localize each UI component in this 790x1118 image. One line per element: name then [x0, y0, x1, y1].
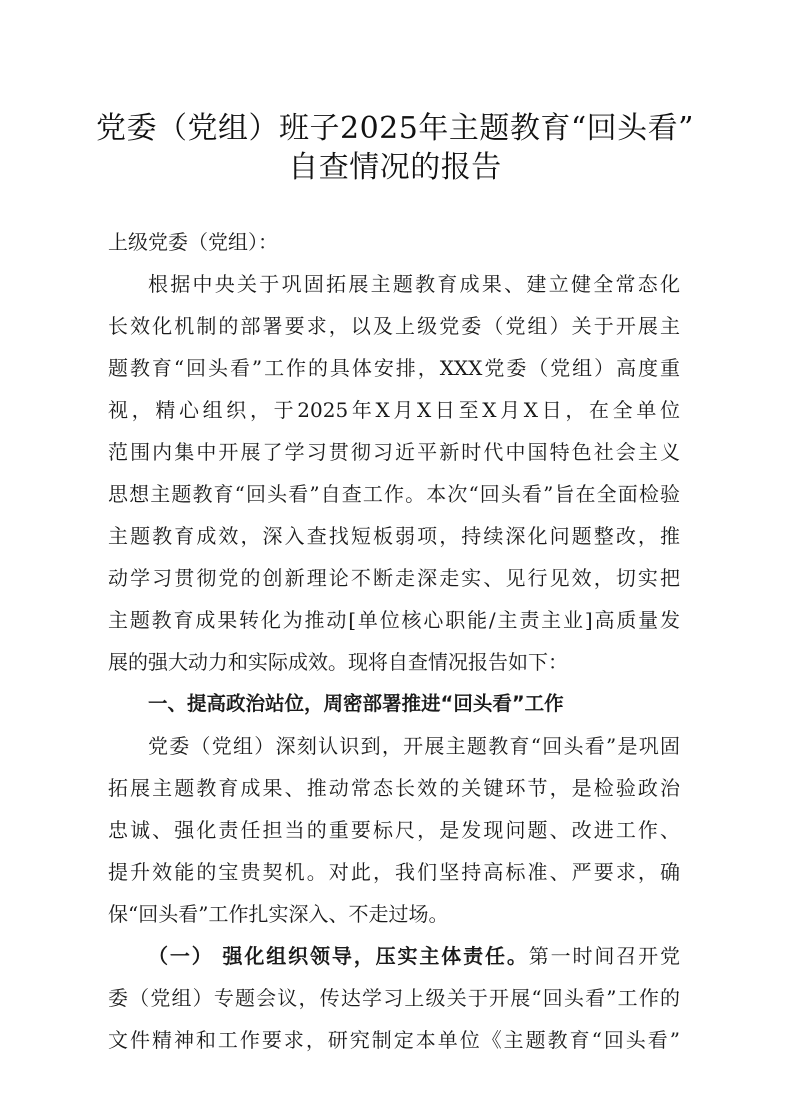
salutation: 上级党委（党组）：	[108, 230, 278, 254]
paragraph-line: 范围内集中开展了学习贯彻习近平新时代中国特色社会主义	[108, 440, 680, 464]
subsection-text: 第一时间召开党	[528, 944, 681, 968]
paragraph-line: 题教育“回头看”工作的具体安排，XXX党委（党组）高度重	[108, 356, 680, 380]
paragraph-line: 拓展主题教育成果、推动常态长效的关键环节，是检验政治	[108, 776, 680, 800]
paragraph-line: 忠诚、强化责任担当的重要标尺，是发现问题、改进工作、	[108, 818, 680, 842]
paragraph-line: 文件精神和工作要求，研究制定本单位《主题教育“回头看”	[108, 1028, 680, 1052]
paragraph-line: 提升效能的宝贵契机。对此，我们坚持高标准、严要求，确	[108, 860, 680, 884]
paragraph-line: 委（党组）专题会议，传达学习上级关于开展“回头看”工作的	[108, 986, 680, 1010]
paragraph-line: 长效化机制的部署要求，以及上级党委（党组）关于开展主	[108, 314, 680, 338]
paragraph-line: 动学习贯彻党的创新理论不断走深走实、见行见效，切实把	[108, 566, 680, 590]
subsection-line	[148, 935, 680, 977]
document-title-line-1: 党委（党组）班子2025年主题教育“回头看”	[95, 111, 695, 146]
paragraph-line: 保“回头看”工作扎实深入、不走过场。	[108, 902, 449, 926]
subsection-heading: （一） 强化组织领导，压实主体责任。	[148, 944, 529, 968]
document-title-line-2: 自查情况的报告	[288, 150, 502, 185]
section-heading: 一、提高政治站位，周密部署推进“回头看”工作	[148, 692, 564, 715]
paragraph-line: 主题教育成效，深入查找短板弱项，持续深化问题整改，推	[108, 524, 680, 548]
paragraph-line: 思想主题教育“回头看”自查工作。本次“回头看”旨在全面检验	[108, 482, 680, 506]
paragraph-line: 根据中央关于巩固拓展主题教育成果、建立健全常态化	[148, 272, 680, 296]
paragraph-line: 展的强大动力和实际成效。现将自查情况报告如下：	[108, 650, 568, 674]
paragraph-line: 视，精心组织，于2025年X月X日至X月X日，在全单位	[108, 398, 680, 422]
paragraph-line: 党委（党组）深刻认识到，开展主题教育“回头看”是巩固	[148, 734, 680, 758]
paragraph-line: 主题教育成果转化为推动[单位核心职能/主责主业]高质量发	[108, 608, 680, 632]
